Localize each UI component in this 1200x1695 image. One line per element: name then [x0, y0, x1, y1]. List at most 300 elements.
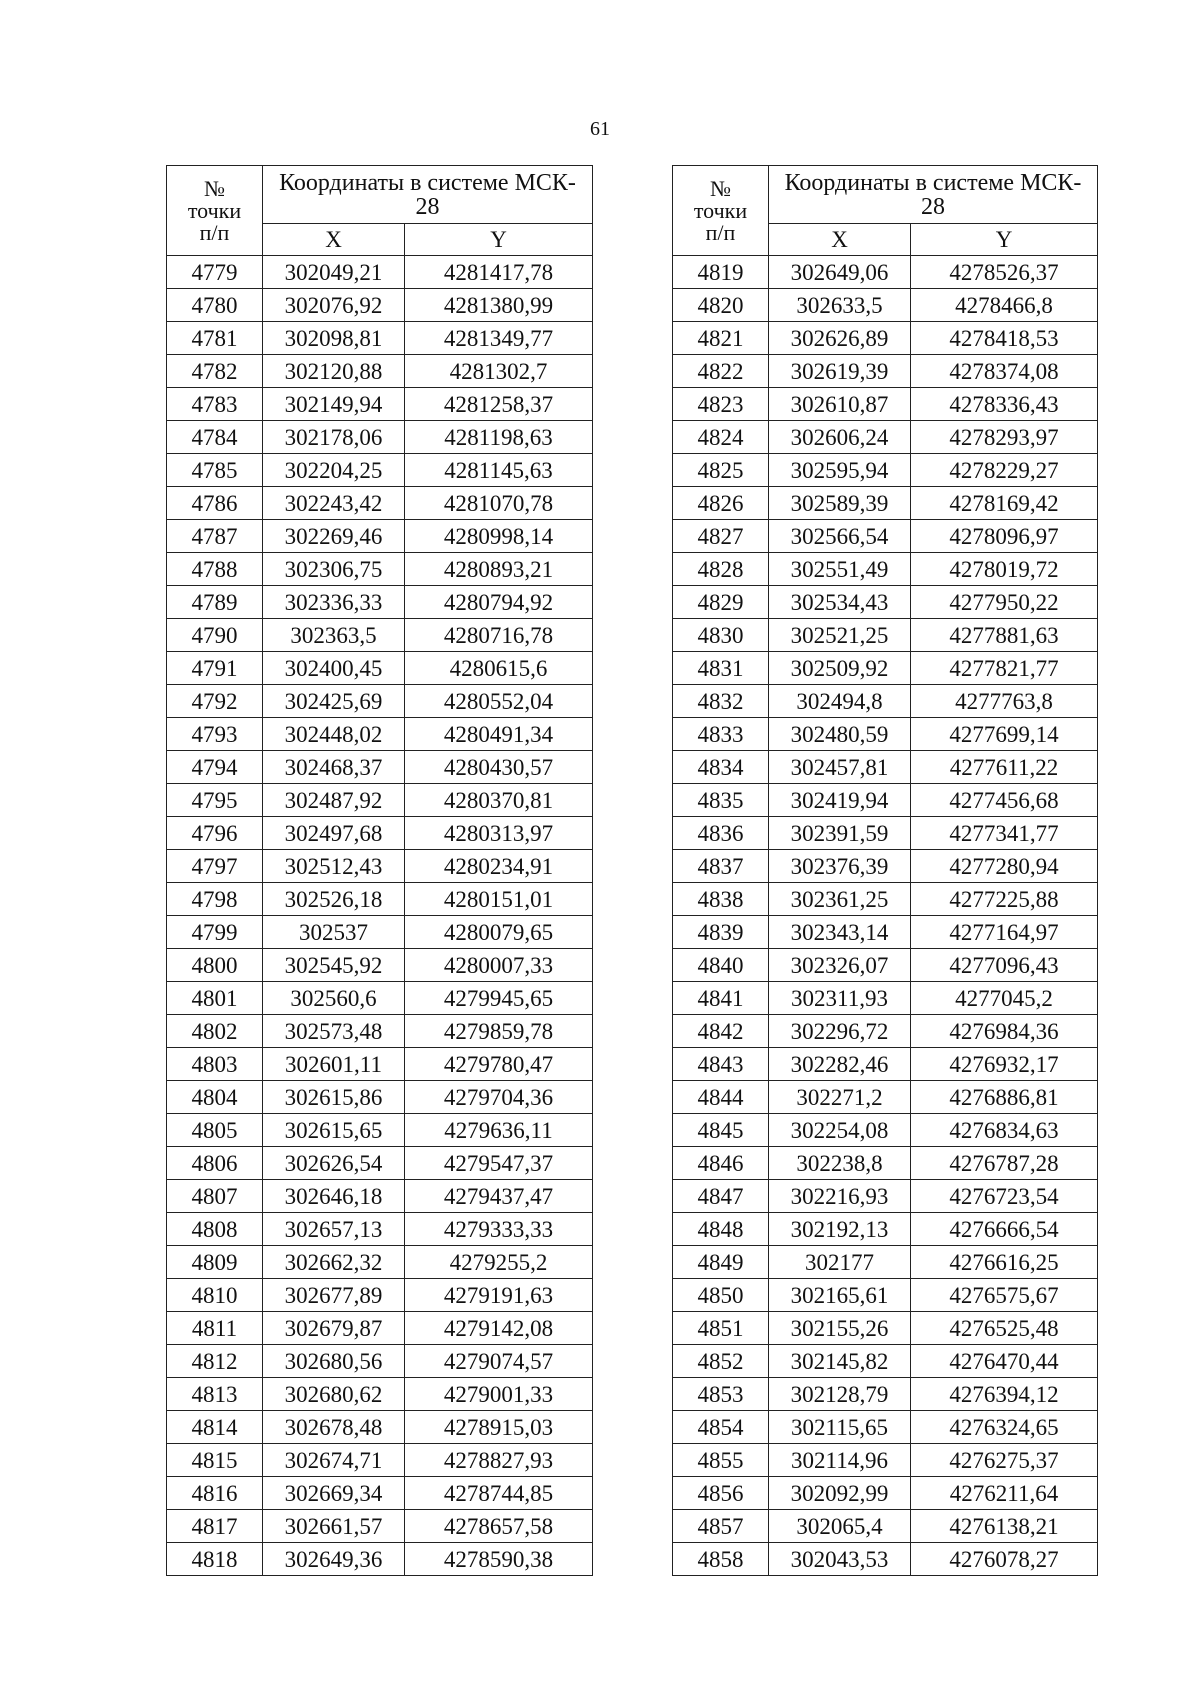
point-number-cell: 4791 [167, 652, 263, 685]
point-number-cell: 4811 [167, 1312, 263, 1345]
table-row [167, 1213, 593, 1246]
y-coordinate-cell: 4279704,36 [405, 1081, 593, 1114]
point-number-cell: 4806 [167, 1147, 263, 1180]
point-number-cell: 4786 [167, 487, 263, 520]
table-row [673, 1345, 1098, 1378]
x-coordinate-cell: 302419,94 [769, 784, 911, 817]
y-coordinate-cell: 4276275,37 [911, 1444, 1098, 1477]
table-row [167, 487, 593, 520]
x-coordinate-cell: 302363,5 [263, 619, 405, 652]
x-header: X [263, 224, 405, 256]
x-coordinate-cell: 302400,45 [263, 652, 405, 685]
y-coordinate-cell: 4277096,43 [911, 949, 1098, 982]
x-coordinate-cell: 302521,25 [769, 619, 911, 652]
table-row [673, 949, 1098, 982]
table-row [673, 1114, 1098, 1147]
y-coordinate-cell: 4280615,6 [405, 652, 593, 685]
y-coordinate-cell: 4277699,14 [911, 718, 1098, 751]
point-number-cell: 4840 [673, 949, 769, 982]
table-row [167, 1312, 593, 1345]
x-coordinate-cell: 302677,89 [263, 1279, 405, 1312]
table-row [673, 421, 1098, 454]
point-number-cell: 4805 [167, 1114, 263, 1147]
coordinates-header [263, 166, 593, 224]
y-coordinate-cell: 4277225,88 [911, 883, 1098, 916]
table-row [167, 520, 593, 553]
y-coordinate-cell: 4278526,37 [911, 256, 1098, 289]
point-number-cell: 4845 [673, 1114, 769, 1147]
point-number-cell: 4834 [673, 751, 769, 784]
table-row [167, 1048, 593, 1081]
x-coordinate-cell: 302545,92 [263, 949, 405, 982]
point-number-cell: 4814 [167, 1411, 263, 1444]
point-number-cell: 4827 [673, 520, 769, 553]
table-row [167, 355, 593, 388]
table-row [167, 817, 593, 850]
point-number-cell: 4793 [167, 718, 263, 751]
table-row [167, 421, 593, 454]
right-table-body [673, 256, 1098, 1576]
x-coordinate-cell: 302534,43 [769, 586, 911, 619]
table-row [167, 322, 593, 355]
y-coordinate-cell: 4278915,03 [405, 1411, 593, 1444]
point-number-cell: 4830 [673, 619, 769, 652]
point-number-cell: 4796 [167, 817, 263, 850]
x-coordinate-cell: 302560,6 [263, 982, 405, 1015]
y-coordinate-cell: 4277611,22 [911, 751, 1098, 784]
x-coordinate-cell: 302165,61 [769, 1279, 911, 1312]
y-coordinate-cell: 4278744,85 [405, 1477, 593, 1510]
point-number-cell: 4841 [673, 982, 769, 1015]
x-coordinate-cell: 302177 [769, 1246, 911, 1279]
point-number-cell: 4844 [673, 1081, 769, 1114]
y-header: Y [911, 224, 1098, 256]
coord-title: Координаты в системе МСК- [784, 169, 1082, 196]
y-coordinate-cell: 4276723,54 [911, 1180, 1098, 1213]
x-coordinate-cell: 302216,93 [769, 1180, 911, 1213]
x-coordinate-cell: 302155,26 [769, 1312, 911, 1345]
point-number-cell: 4787 [167, 520, 263, 553]
x-coordinate-cell: 302573,48 [263, 1015, 405, 1048]
x-coordinate-cell: 302649,36 [263, 1543, 405, 1576]
table-row [167, 652, 593, 685]
point-number-cell: 4794 [167, 751, 263, 784]
y-coordinate-cell: 4280313,97 [405, 817, 593, 850]
point-number-cell: 4790 [167, 619, 263, 652]
table-row [167, 1345, 593, 1378]
x-coordinate-cell: 302254,08 [769, 1114, 911, 1147]
x-coordinate-cell: 302509,92 [769, 652, 911, 685]
point-number-cell: 4812 [167, 1345, 263, 1378]
point-number-cell: 4817 [167, 1510, 263, 1543]
table-row [673, 1279, 1098, 1312]
table-row [167, 1147, 593, 1180]
x-coordinate-cell: 302425,69 [263, 685, 405, 718]
table-row [167, 784, 593, 817]
y-coordinate-cell: 4276787,28 [911, 1147, 1098, 1180]
y-coordinate-cell: 4281145,63 [405, 454, 593, 487]
point-number-cell: 4842 [673, 1015, 769, 1048]
table-row [673, 1411, 1098, 1444]
point-number-cell: 4831 [673, 652, 769, 685]
point-number-cell: 4839 [673, 916, 769, 949]
x-coordinate-cell: 302391,59 [769, 817, 911, 850]
x-coordinate-cell: 302662,32 [263, 1246, 405, 1279]
page-number: 61 [590, 118, 610, 140]
x-coordinate-cell: 302601,11 [263, 1048, 405, 1081]
y-coordinate-cell: 4277280,94 [911, 850, 1098, 883]
y-coordinate-cell: 4280893,21 [405, 553, 593, 586]
point-number-cell: 4821 [673, 322, 769, 355]
table-row [167, 1180, 593, 1213]
point-number-cell: 4851 [673, 1312, 769, 1345]
table-row [673, 1048, 1098, 1081]
left-table-body [167, 256, 593, 1576]
x-coordinate-cell: 302049,21 [263, 256, 405, 289]
point-number-cell: 4816 [167, 1477, 263, 1510]
point-number-cell: 4788 [167, 553, 263, 586]
table-row [673, 289, 1098, 322]
y-coordinate-cell: 4277821,77 [911, 652, 1098, 685]
coord-title-2: 28 [921, 193, 945, 220]
x-coordinate-cell: 302661,57 [263, 1510, 405, 1543]
table-row [167, 1411, 593, 1444]
table-row [673, 1543, 1098, 1576]
y-coordinate-cell: 4280079,65 [405, 916, 593, 949]
y-coordinate-cell: 4278229,27 [911, 454, 1098, 487]
table-row [673, 784, 1098, 817]
x-coordinate-cell: 302149,94 [263, 388, 405, 421]
table-row [167, 916, 593, 949]
x-coordinate-cell: 302526,18 [263, 883, 405, 916]
x-coordinate-cell: 302494,8 [769, 685, 911, 718]
y-coordinate-cell: 4279437,47 [405, 1180, 593, 1213]
x-coordinate-cell: 302633,5 [769, 289, 911, 322]
num-word: точки [187, 197, 242, 223]
coordinates-table-left [166, 165, 593, 1576]
table-row [673, 652, 1098, 685]
point-number-cell: 4854 [673, 1411, 769, 1444]
point-number-cell: 4837 [673, 850, 769, 883]
y-coordinate-cell: 4281258,37 [405, 388, 593, 421]
x-coordinate-cell: 302098,81 [263, 322, 405, 355]
x-coordinate-cell: 302657,13 [263, 1213, 405, 1246]
point-number-cell: 4792 [167, 685, 263, 718]
table-row [167, 454, 593, 487]
table-row [673, 916, 1098, 949]
point-number-cell: 4850 [673, 1279, 769, 1312]
table-row [167, 1114, 593, 1147]
point-number-cell: 4833 [673, 718, 769, 751]
y-coordinate-cell: 4277164,97 [911, 916, 1098, 949]
x-coordinate-cell: 302448,02 [263, 718, 405, 751]
point-number-cell: 4846 [673, 1147, 769, 1180]
point-number-cell: 4780 [167, 289, 263, 322]
y-coordinate-cell: 4279191,63 [405, 1279, 593, 1312]
x-coordinate-cell: 302674,71 [263, 1444, 405, 1477]
point-number-cell: 4829 [673, 586, 769, 619]
y-coordinate-cell: 4278374,08 [911, 355, 1098, 388]
y-coordinate-cell: 4279945,65 [405, 982, 593, 1015]
table-row [167, 256, 593, 289]
x-coordinate-cell: 302679,87 [263, 1312, 405, 1345]
point-number-cell: 4804 [167, 1081, 263, 1114]
point-number-cell: 4828 [673, 553, 769, 586]
y-coordinate-cell: 4276932,17 [911, 1048, 1098, 1081]
x-coordinate-cell: 302145,82 [769, 1345, 911, 1378]
x-coordinate-cell: 302646,18 [263, 1180, 405, 1213]
x-coordinate-cell: 302615,86 [263, 1081, 405, 1114]
y-coordinate-cell: 4281070,78 [405, 487, 593, 520]
x-coordinate-cell: 302680,62 [263, 1378, 405, 1411]
point-number-cell: 4785 [167, 454, 263, 487]
table-row [167, 685, 593, 718]
y-coordinate-cell: 4277456,68 [911, 784, 1098, 817]
point-number-cell: 4803 [167, 1048, 263, 1081]
point-number-cell: 4820 [673, 289, 769, 322]
x-coordinate-cell: 302065,4 [769, 1510, 911, 1543]
x-coordinate-cell: 302120,88 [263, 355, 405, 388]
table-row [673, 520, 1098, 553]
x-coordinate-cell: 302566,54 [769, 520, 911, 553]
point-number-cell: 4823 [673, 388, 769, 421]
table-row [673, 322, 1098, 355]
table-row [673, 1378, 1098, 1411]
table-row [167, 850, 593, 883]
table-row [673, 1015, 1098, 1048]
table-row [673, 1477, 1098, 1510]
x-coordinate-cell: 302669,34 [263, 1477, 405, 1510]
y-coordinate-cell: 4279001,33 [405, 1378, 593, 1411]
point-number-cell: 4847 [673, 1180, 769, 1213]
y-coordinate-cell: 4278466,8 [911, 289, 1098, 322]
coordinates-table-right [672, 165, 1098, 1576]
table-row [673, 355, 1098, 388]
x-coordinate-cell: 302376,39 [769, 850, 911, 883]
x-coordinate-cell: 302282,46 [769, 1048, 911, 1081]
x-coordinate-cell: 302626,89 [769, 322, 911, 355]
num-word: точки [693, 197, 748, 223]
table-row [673, 982, 1098, 1015]
point-number-cell: 4838 [673, 883, 769, 916]
y-coordinate-cell: 4280234,91 [405, 850, 593, 883]
num-sign: № [710, 175, 731, 201]
y-coordinate-cell: 4281417,78 [405, 256, 593, 289]
x-coordinate-cell: 302497,68 [263, 817, 405, 850]
table-row [673, 751, 1098, 784]
x-coordinate-cell: 302178,06 [263, 421, 405, 454]
x-coordinate-cell: 302204,25 [263, 454, 405, 487]
table-row [673, 487, 1098, 520]
y-coordinate-cell: 4276616,25 [911, 1246, 1098, 1279]
point-number-cell: 4789 [167, 586, 263, 619]
point-number-cell: 4800 [167, 949, 263, 982]
x-coordinate-cell: 302306,75 [263, 553, 405, 586]
y-coordinate-cell: 4276886,81 [911, 1081, 1098, 1114]
x-coordinate-cell: 302114,96 [769, 1444, 911, 1477]
point-number-cell: 4857 [673, 1510, 769, 1543]
point-number-cell: 4799 [167, 916, 263, 949]
x-coordinate-cell: 302487,92 [263, 784, 405, 817]
point-number-cell: 4807 [167, 1180, 263, 1213]
table-row [167, 1477, 593, 1510]
y-coordinate-cell: 4280794,92 [405, 586, 593, 619]
y-coordinate-cell: 4276078,27 [911, 1543, 1098, 1576]
table-row [673, 1180, 1098, 1213]
point-number-cell: 4826 [673, 487, 769, 520]
x-coordinate-cell: 302606,24 [769, 421, 911, 454]
x-coordinate-cell: 302589,39 [769, 487, 911, 520]
table-row [167, 1279, 593, 1312]
point-number-cell: 4784 [167, 421, 263, 454]
x-coordinate-cell: 302128,79 [769, 1378, 911, 1411]
x-coordinate-cell: 302326,07 [769, 949, 911, 982]
y-coordinate-cell: 4280151,01 [405, 883, 593, 916]
x-coordinate-cell: 302678,48 [263, 1411, 405, 1444]
y-coordinate-cell: 4278096,97 [911, 520, 1098, 553]
point-number-cell: 4855 [673, 1444, 769, 1477]
x-coordinate-cell: 302468,37 [263, 751, 405, 784]
table-row [673, 586, 1098, 619]
x-coordinate-cell: 302092,99 [769, 1477, 911, 1510]
x-coordinate-cell: 302626,54 [263, 1147, 405, 1180]
num-pp: п/п [199, 219, 230, 245]
y-coordinate-cell: 4277763,8 [911, 685, 1098, 718]
x-coordinate-cell: 302615,65 [263, 1114, 405, 1147]
y-coordinate-cell: 4279859,78 [405, 1015, 593, 1048]
y-coordinate-cell: 4278590,38 [405, 1543, 593, 1576]
table-row [167, 553, 593, 586]
y-coordinate-cell: 4276575,67 [911, 1279, 1098, 1312]
point-number-cell: 4802 [167, 1015, 263, 1048]
point-number-cell: 4835 [673, 784, 769, 817]
point-number-cell: 4819 [673, 256, 769, 289]
point-number-cell: 4795 [167, 784, 263, 817]
table-row [673, 1213, 1098, 1246]
point-number-cell: 4813 [167, 1378, 263, 1411]
y-coordinate-cell: 4281349,77 [405, 322, 593, 355]
y-coordinate-cell: 4279142,08 [405, 1312, 593, 1345]
x-coordinate-cell: 302649,06 [769, 256, 911, 289]
y-coordinate-cell: 4280998,14 [405, 520, 593, 553]
point-number-cell: 4836 [673, 817, 769, 850]
y-coordinate-cell: 4276470,44 [911, 1345, 1098, 1378]
y-coordinate-cell: 4279074,57 [405, 1345, 593, 1378]
coord-title: Координаты в системе МСК- [279, 169, 576, 196]
table-row [167, 586, 593, 619]
table-row [167, 1015, 593, 1048]
table-row [673, 1147, 1098, 1180]
point-number-cell: 4808 [167, 1213, 263, 1246]
coord-title-2: 28 [415, 193, 440, 220]
y-coordinate-cell: 4276666,54 [911, 1213, 1098, 1246]
point-number-cell: 4815 [167, 1444, 263, 1477]
x-coordinate-cell: 302537 [263, 916, 405, 949]
point-number-cell: 4801 [167, 982, 263, 1015]
y-coordinate-cell: 4281302,7 [405, 355, 593, 388]
table-row [673, 1246, 1098, 1279]
x-coordinate-cell: 302115,65 [769, 1411, 911, 1444]
point-number-cell: 4825 [673, 454, 769, 487]
y-coordinate-cell: 4277341,77 [911, 817, 1098, 850]
table-row [673, 553, 1098, 586]
table-row [673, 1510, 1098, 1543]
point-number-cell: 4853 [673, 1378, 769, 1411]
y-coordinate-cell: 4281198,63 [405, 421, 593, 454]
point-number-header [167, 166, 263, 256]
x-coordinate-cell: 302512,43 [263, 850, 405, 883]
point-number-cell: 4779 [167, 256, 263, 289]
x-coordinate-cell: 302271,2 [769, 1081, 911, 1114]
table-row [673, 850, 1098, 883]
table-row [167, 388, 593, 421]
x-coordinate-cell: 302076,92 [263, 289, 405, 322]
y-coordinate-cell: 4279636,11 [405, 1114, 593, 1147]
y-coordinate-cell: 4281380,99 [405, 289, 593, 322]
y-coordinate-cell: 4278336,43 [911, 388, 1098, 421]
y-coordinate-cell: 4280491,34 [405, 718, 593, 751]
y-coordinate-cell: 4277045,2 [911, 982, 1098, 1015]
table-row [167, 619, 593, 652]
y-coordinate-cell: 4278418,53 [911, 322, 1098, 355]
x-coordinate-cell: 302457,81 [769, 751, 911, 784]
y-coordinate-cell: 4278293,97 [911, 421, 1098, 454]
table-row [167, 1081, 593, 1114]
y-coordinate-cell: 4279780,47 [405, 1048, 593, 1081]
x-coordinate-cell: 302361,25 [769, 883, 911, 916]
point-number-cell: 4848 [673, 1213, 769, 1246]
point-number-cell: 4797 [167, 850, 263, 883]
table-row [673, 883, 1098, 916]
y-coordinate-cell: 4277881,63 [911, 619, 1098, 652]
table-row [673, 388, 1098, 421]
point-number-cell: 4818 [167, 1543, 263, 1576]
point-number-cell: 4781 [167, 322, 263, 355]
x-coordinate-cell: 302043,53 [769, 1543, 911, 1576]
x-coordinate-cell: 302480,59 [769, 718, 911, 751]
x-coordinate-cell: 302619,39 [769, 355, 911, 388]
y-header: Y [405, 224, 593, 256]
table-row [167, 982, 593, 1015]
y-coordinate-cell: 4279333,33 [405, 1213, 593, 1246]
x-coordinate-cell: 302311,93 [769, 982, 911, 1015]
x-coordinate-cell: 302269,46 [263, 520, 405, 553]
y-coordinate-cell: 4278657,58 [405, 1510, 593, 1543]
y-coordinate-cell: 4277950,22 [911, 586, 1098, 619]
table-row [673, 454, 1098, 487]
table-row [167, 289, 593, 322]
point-number-cell: 4798 [167, 883, 263, 916]
point-number-cell: 4810 [167, 1279, 263, 1312]
point-number-cell: 4852 [673, 1345, 769, 1378]
table-row [673, 685, 1098, 718]
point-number-cell: 4822 [673, 355, 769, 388]
x-coordinate-cell: 302238,8 [769, 1147, 911, 1180]
table-row [167, 1246, 593, 1279]
y-coordinate-cell: 4276324,65 [911, 1411, 1098, 1444]
table-row [167, 1378, 593, 1411]
y-coordinate-cell: 4280716,78 [405, 619, 593, 652]
point-number-cell: 4783 [167, 388, 263, 421]
table-row [167, 751, 593, 784]
x-header: X [769, 224, 911, 256]
y-coordinate-cell: 4280552,04 [405, 685, 593, 718]
table-row [673, 1444, 1098, 1477]
y-coordinate-cell: 4279255,2 [405, 1246, 593, 1279]
point-number-header [673, 166, 769, 256]
y-coordinate-cell: 4278019,72 [911, 553, 1098, 586]
y-coordinate-cell: 4280007,33 [405, 949, 593, 982]
